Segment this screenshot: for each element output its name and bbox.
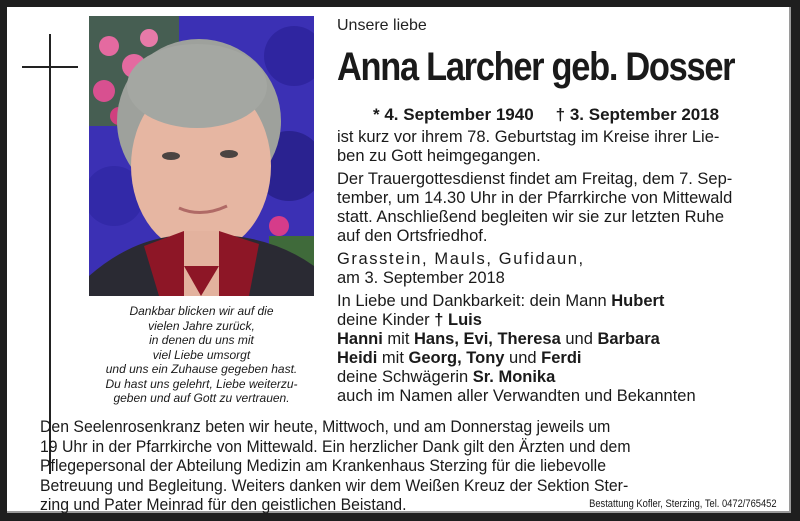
family-line <box>337 292 783 311</box>
family-name: Georg, Tony <box>408 349 505 367</box>
family-line: auch im Namen aller Verwandten und Bekannten <box>337 387 696 405</box>
poem-text <box>89 304 314 406</box>
text: deine Kinder <box>337 311 435 329</box>
family-name: Hans, Evi, Theresa <box>414 330 561 348</box>
family-name: Sr. Monika <box>472 368 556 386</box>
poem-line: in denen du uns mit <box>149 333 254 347</box>
text: mit <box>377 349 409 367</box>
text: und <box>504 349 542 367</box>
family-line <box>337 311 783 330</box>
text-line: Den Seelenrosenkranz beten wir heute, Mittwoch, und am Donnerstag jeweils um <box>40 417 611 436</box>
death-date: † 3. September 2018 <box>555 105 720 124</box>
text-line: Betreuung und Begleitung. Weiters danken wir dem Weißen Kreuz der Sektion Ster- <box>40 475 629 495</box>
obituary-card <box>7 7 791 513</box>
family-list <box>337 292 783 406</box>
poem-line: Du hast uns gelehrt, Liebe weiterzu- <box>105 376 298 391</box>
text-line: statt. Anschließend begleiten wir sie zur letzten Ruhe <box>337 208 725 226</box>
text: deine Schwägerin <box>337 368 473 386</box>
text-line: zing und Pater Meinrad für den geistlichen Beistand. <box>40 495 407 514</box>
life-dates <box>373 105 719 125</box>
text-line: 19 Uhr in der Pfarrkirche von Mittewald. Ein herzlicher Dank gilt den Ärzten und dem <box>40 436 631 456</box>
service-paragraph <box>337 170 783 246</box>
text-line: tember, um 14.30 Uhr in der Pfarrkirche von Mittewald <box>337 189 733 207</box>
text-line: auf den Ortsfriedhof. <box>337 227 488 245</box>
poem-line: geben und auf Gott zu vertrauen. <box>113 391 290 405</box>
family-line <box>337 368 783 387</box>
family-line <box>337 330 783 349</box>
place-date <box>337 250 783 288</box>
poem-line: und uns ein Zuhause gegeben hast. <box>105 362 298 376</box>
poem-line: vielen Jahre zurück, <box>148 318 255 333</box>
announcement-body <box>337 128 783 406</box>
funeral-home-credit: Bestattung Kofler, Sterzing, Tel. 0472/765452 <box>589 498 777 510</box>
passing-paragraph <box>337 128 783 166</box>
cross-icon-bar <box>22 66 78 68</box>
poem-line: Dankbar blicken wir auf die <box>129 304 274 318</box>
cross-icon <box>49 34 51 474</box>
place-line: Grasstein, Mauls, Gufidaun, <box>337 250 585 268</box>
poem-line: viel Liebe umsorgt <box>152 347 251 362</box>
portrait-photo <box>89 16 314 296</box>
text: In Liebe und Dankbarkeit: dein Mann <box>337 292 612 310</box>
text-line: ist kurz vor ihrem 78. Geburtstag im Kreise ihrer Lie- <box>337 128 720 146</box>
text-line: ben zu Gott heimgegangen. <box>337 147 541 165</box>
intro-text: Unsere liebe <box>337 17 427 34</box>
text-line: Der Trauergottesdienst findet am Freitag, dem 7. Sep- <box>337 170 733 188</box>
birth-date: * 4. September 1940 <box>373 105 534 124</box>
family-name: Ferdi <box>541 349 582 367</box>
family-name: Heidi <box>337 349 378 367</box>
family-name: Barbara <box>597 330 660 348</box>
text: und <box>560 330 598 348</box>
date-line: am 3. September 2018 <box>337 269 505 287</box>
family-name: † Luis <box>434 311 482 329</box>
deceased-name: Anna Larcher geb. Dosser <box>337 45 735 89</box>
text: mit <box>382 330 415 348</box>
family-line <box>337 349 783 368</box>
text-line: Pflegepersonal der Abteilung Medizin am Krankenhaus Sterzing für die liebevolle <box>40 456 606 475</box>
family-name: Hubert <box>611 292 665 310</box>
family-name: Hanni <box>337 330 383 348</box>
